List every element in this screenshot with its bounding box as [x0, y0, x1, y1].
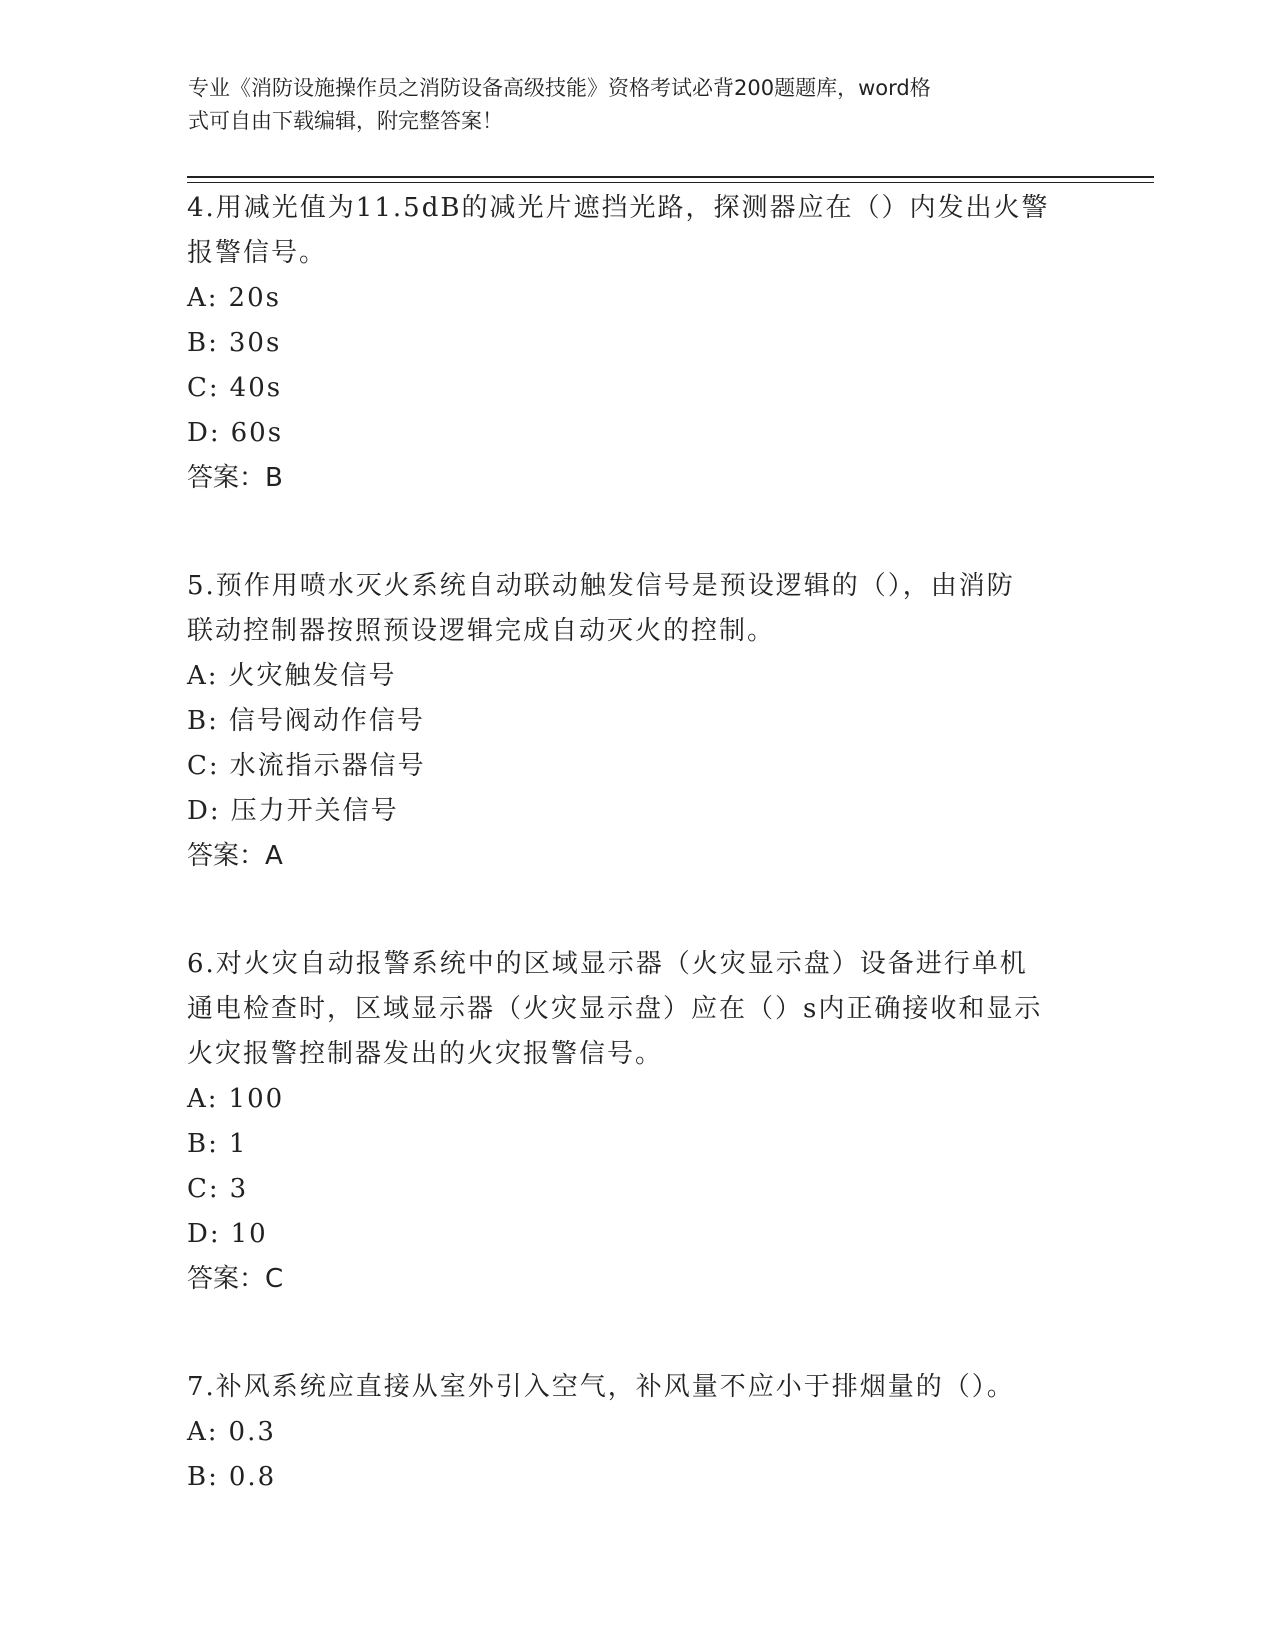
option-text: 3 [229, 1174, 249, 1204]
answer-line: 答案：A [187, 841, 283, 871]
option-c [187, 1167, 1087, 1212]
option-letter: D: [187, 418, 221, 448]
question-text-line: 4.用减光值为11.5dB的减光片遮挡光路，探测器应在（）内发出火警 [187, 193, 1050, 223]
document-header [188, 72, 1068, 138]
option-letter: A: [187, 1417, 219, 1447]
option-text: 20s [228, 283, 281, 313]
option-text: 信号阀动作信号 [228, 706, 425, 736]
option-d [187, 789, 1087, 834]
question-text [187, 186, 1087, 276]
option-a [187, 1410, 1087, 1455]
question-text [187, 942, 1087, 1077]
question-spacer [187, 501, 1087, 564]
option-text: 1 [228, 1129, 248, 1159]
question-item [187, 186, 1087, 501]
option-text: 水流指示器信号 [229, 751, 426, 781]
option-a [187, 276, 1087, 321]
option-letter: A: [187, 1084, 219, 1114]
question-item [187, 564, 1087, 879]
option-d [187, 1212, 1087, 1257]
question-text-line: 火灾报警控制器发出的火灾报警信号。 [187, 1039, 664, 1069]
option-text: 火灾触发信号 [228, 661, 397, 691]
question-item [187, 1365, 1087, 1500]
option-letter: B: [187, 1129, 219, 1159]
question-text-line: 联动控制器按照预设逻辑完成自动灭火的控制。 [187, 616, 776, 646]
option-letter: A: [187, 283, 219, 313]
option-text: 100 [228, 1084, 285, 1114]
header-divider-thin [187, 182, 1154, 183]
answer-line: 答案：C [187, 1264, 284, 1294]
option-text: 30s [228, 328, 282, 358]
question-text-line: 7.补风系统应直接从室外引入空气，补风量不应小于排烟量的（）。 [187, 1372, 1015, 1402]
question-text-line: 6.对火灾自动报警系统中的区域显示器（火灾显示盘）设备进行单机 [187, 949, 1028, 979]
option-text: 压力开关信号 [230, 796, 399, 826]
option-b [187, 1455, 1087, 1500]
question-item [187, 942, 1087, 1302]
question-spacer [187, 1302, 1087, 1365]
question-list [187, 186, 1087, 1500]
answer-line: 答案：B [187, 463, 283, 493]
question-text-line: 报警信号。 [187, 238, 328, 268]
question-text [187, 564, 1087, 654]
option-text: 40s [229, 373, 283, 403]
option-letter: C: [187, 373, 220, 403]
option-c [187, 366, 1087, 411]
option-b [187, 321, 1087, 366]
question-text-line: 通电检查时，区域显示器（火灾显示盘）应在（）s内正确接收和显示 [187, 994, 1043, 1024]
option-b [187, 699, 1087, 744]
option-b [187, 1122, 1087, 1167]
option-letter: D: [187, 796, 221, 826]
option-letter: B: [187, 1462, 219, 1492]
option-letter: A: [187, 661, 219, 691]
option-a [187, 1077, 1087, 1122]
option-text: 10 [230, 1219, 268, 1249]
option-letter: B: [187, 328, 219, 358]
option-text: 60s [230, 418, 284, 448]
header-line-1: 专业《消防设施操作员之消防设备高级技能》资格考试必背200题题库，word格 [188, 76, 931, 100]
option-letter: B: [187, 706, 219, 736]
header-divider-thick [187, 176, 1154, 178]
option-a [187, 654, 1087, 699]
option-d [187, 411, 1087, 456]
option-letter: D: [187, 1219, 221, 1249]
option-c [187, 744, 1087, 789]
option-text: 0.3 [228, 1417, 276, 1447]
question-text [187, 1365, 1087, 1410]
option-letter: C: [187, 1174, 220, 1204]
question-spacer [187, 879, 1087, 942]
question-text-line: 5.预作用喷水灭火系统自动联动触发信号是预设逻辑的（），由消防 [187, 571, 1015, 601]
option-letter: C: [187, 751, 220, 781]
option-text: 0.8 [228, 1462, 277, 1492]
header-line-2: 式可自由下载编辑，附完整答案！ [188, 109, 503, 133]
